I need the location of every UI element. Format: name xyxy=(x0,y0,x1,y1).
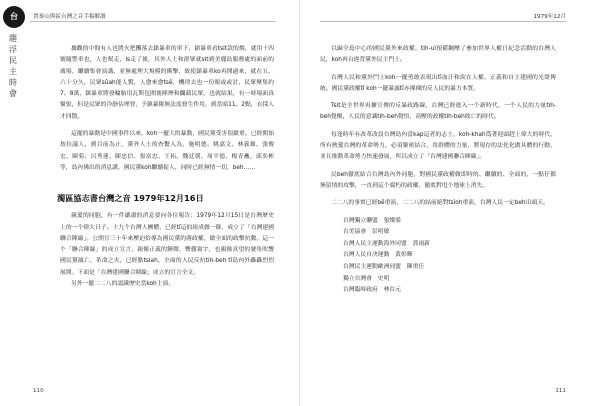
signatory-item: 台美協會 彭明敏 xyxy=(343,229,390,236)
signatory-item: 台灣臨時政府 林台元 xyxy=(343,287,401,294)
chapter-seal-icon xyxy=(3,6,25,28)
right-paragraph-6: 二二八的事實已經bē重演，二二八的結前絕對tsìoh重演，台灣人民一定beh出頭天。 xyxy=(331,200,549,207)
chapter-seal-label: 台 xyxy=(10,12,18,21)
left-paragraph-2: 這擺的暴動是中國事件以來，koh一擺大的暴動，國民黨受害很嚴重。已經開始按拉議人，到目前為止，黨外人士的查繫入為，施明德、姚嘉文、林義雄、張俊宏、陳菊、呂秀蓮、陳忠信、張富忠、王拓、魏廷朝、周平德、楊青矗、邱奕彬等，島內佛出的消息講，國民黨koh繼續捉人，同時已經無情一切，beh…… xyxy=(60,131,274,171)
signatory-item: 獨立台灣會 史明 xyxy=(343,275,390,282)
left-page-body xyxy=(57,44,274,290)
section-paragraph-1: 親愛的同胞，有一件嚴肅的消息要向各位報告：1979年12月15日是台灣歷史上的一个偉大日子。十九个台灣人團體，已經tī這的組成做一隊，成立了「台灣建國聯合陣線」。公開宣三十年來壓迫佮導為國民黨的蔣政權，做全面的政擊抗數。這一个「聯合陣線」的成立宣言，親像正義的鐘聲，響徹寰宇，也親像真望的號角吹響國民黨滅亡，革命之火，已經點tsiah，全面的人民反抗tih-beh tī島內外轟轟烈烈展開。下面是「台灣建國聯合陣線」成立的宣言全文。 xyxy=(60,213,274,276)
signatory-item: 台灣人民主運動海外同盟 郭雨新 xyxy=(343,240,430,247)
right-header-rule xyxy=(320,21,566,22)
chapter-side-title: 趨浮民主時會 xyxy=(9,34,17,98)
signatory-list xyxy=(320,216,556,297)
right-paragraph-4: 每逢時年有改革改設台灣島內當kap這者的志士，koh-khah爲著迎頭趕上偉大的時代，所有熱愛台灣的革命勢力，必須緊密結合，用群體的力量，將現存的法化化做具體的行動，並且推動革命勢力快速發展，所以成立了「台灣建國聯合陣線」。 xyxy=(320,131,556,161)
right-page-body xyxy=(320,44,556,297)
page-gutter xyxy=(299,0,300,406)
section-paragraph-2: 另外一擺二二八的認識歷史當koh上演。 xyxy=(71,281,175,288)
left-paragraph-1: 據觀的中間有人也將火把攤落去鎮暴車的車下，鎮暴車看tsit款的烟，就用十四號隨警車也，人也幫走，is走了後，其外人士和群眾就sit到美麗島服務處的面前的廣場，繼續集會演講，並無處理大規模的衝擊，致使鎮暴車ko再開過來，就在五、六十分久，民眾sûah能人驚，人愈來愈tsê，機律去也一份眼或或討，民眾聚集約7、8萬，鎮暴車將發輪胎用瓦斯包圍後陣煙和攔截民眾，也就結果，有一時場面真緊張，但是民眾的冷靜佔理智，予鎮暴隊無法度發生作用，到當暗11、2點，衣採人才四散。 xyxy=(60,46,274,120)
signatory-item: 台灣民主運動歐洲同盟 陳重任 xyxy=(343,263,425,270)
right-paragraph-2: 台灣人民和黨外鬥士koh一擺勇敢表現出tī血汗和淚在人權，正義和自主建國的光榮傳統。國民黨政權tī koh一擺暴露tī赤裸裸的反人民的暴力本質。 xyxy=(320,74,556,92)
right-running-head: 1979年12月 xyxy=(533,14,566,20)
right-page-number: 111 xyxy=(555,388,566,394)
signatory-item: 台灣獨立聯盟 張燦鍙 xyxy=(343,217,401,224)
right-paragraph-1: 以歸全島中心的國民黨外來政權，tih-uì預備鋼壓了參加世界人權日紀念活動的台灣人民，koh再自違背黨外民主門士。 xyxy=(320,46,556,64)
left-page-number: 110 xyxy=(33,388,44,394)
right-paragraph-3: Tsit是全世界再擴宣傳的反暴政路線，台灣已經進入一个新時代，一个人民的力量tih-beh覺醒，人民的意識tih-beh覺悟，高壓的政權tih-beh敗亡的時代。 xyxy=(320,103,556,121)
signatory-item: 台灣人民自決運動 黃彰輝 xyxy=(343,252,413,259)
left-header-rule xyxy=(30,21,276,22)
left-running-head: 賈秦山與區台灣之音手稿解讀 xyxy=(33,14,106,20)
section-title: 濁區協志書台灣之音 1979年12月16日 xyxy=(57,193,204,204)
right-paragraph-5: 民beh徹底結合台灣島內外同胞，對國民黨政權做即時的、繼續的、全面的，一點仔都無留情的攻擊，一直到這个腐朽的政權，徹底對甩个地球上消失。 xyxy=(320,171,556,189)
